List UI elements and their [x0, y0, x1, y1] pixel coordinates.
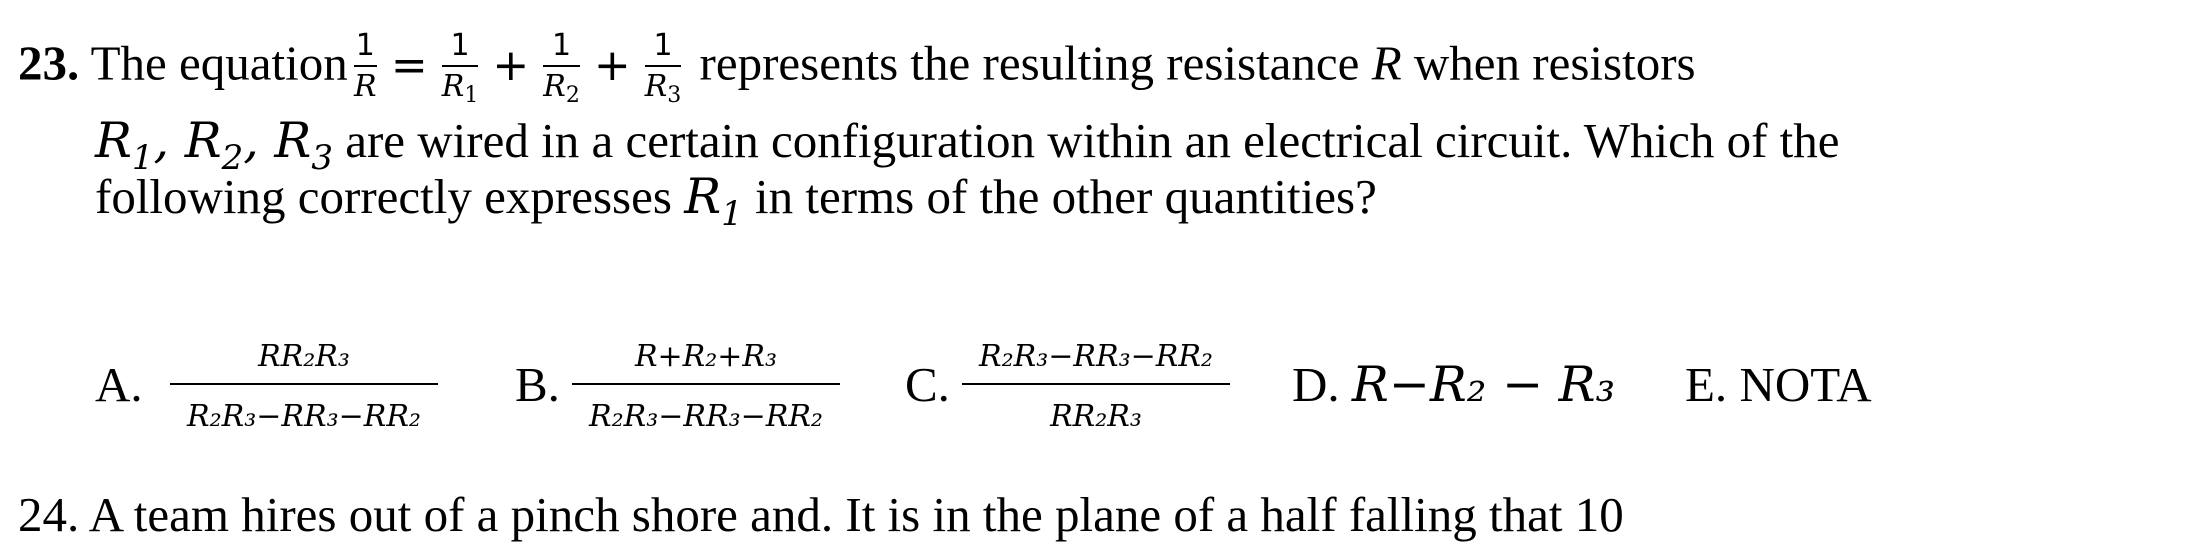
plus-sign: +	[492, 40, 530, 91]
choice-b-letter[interactable]: B.	[515, 357, 560, 412]
choice-e-text: NOTA	[1739, 357, 1872, 412]
fraction-bar	[962, 383, 1230, 385]
choice-d[interactable]	[1292, 356, 1616, 413]
choice-e-letter: E.	[1685, 357, 1728, 412]
choice-b-numerator: R+R₂+R₃	[634, 339, 778, 374]
question-text-intro: The equation	[90, 35, 348, 91]
resistor-list: $R_1$, $R_2$, $R_3$	[95, 112, 333, 178]
fraction-bar	[170, 383, 438, 385]
question-line-2	[95, 112, 1840, 178]
choice-a-denominator: R₂R₃−RR₃−RR₂	[187, 399, 421, 434]
choice-c-fraction[interactable]	[962, 338, 1230, 434]
fraction-bar	[572, 383, 840, 385]
choice-c-denominator: RR₂R₃	[1050, 399, 1142, 434]
question-line-1	[18, 28, 1696, 108]
question-text-following: following correctly expresses	[95, 169, 672, 224]
choice-a-numerator: RR₂R₃	[258, 339, 350, 374]
equation-term-1: $\frac{1}{R_1}$	[441, 28, 479, 108]
choice-a-letter[interactable]: A.	[95, 357, 143, 412]
plus-sign: +	[593, 40, 631, 91]
question-line-3	[95, 168, 1377, 234]
choice-b-denominator: R₂R₃−RR₃−RR₂	[589, 399, 823, 434]
equation-term-3: $\frac{1}{R_3}$	[644, 28, 682, 108]
variable-r: R	[1371, 35, 1402, 91]
variable-r1: $R_1$	[684, 168, 743, 234]
question-number: 23.	[18, 35, 80, 91]
equals-sign: =	[390, 40, 428, 91]
question-text-represents: represents the resulting resistance	[699, 35, 1360, 91]
question-text-wired: are wired in a certain configuration within an electrical circuit. Which of the	[345, 113, 1840, 168]
next-question-partial: 24. A team hires out of a pinch shore and. It is in the plane of a half falling that 10	[18, 487, 1624, 542]
choice-c-numerator: R₂R₃−RR₃−RR₂	[979, 339, 1213, 374]
question-text-when: when resistors	[1413, 35, 1696, 91]
choice-a-fraction[interactable]	[170, 338, 438, 434]
choice-b-fraction[interactable]	[572, 338, 840, 434]
choice-d-expression: R−R₂ − R₃	[1351, 356, 1616, 413]
equation-lhs-fraction: $\frac{1}{R}$	[354, 28, 377, 104]
choice-d-letter: D.	[1292, 357, 1340, 412]
equation-term-2: $\frac{1}{R_2}$	[543, 28, 580, 108]
question-text-terms: in terms of the other quantities?	[754, 169, 1377, 224]
choice-e[interactable]	[1685, 357, 1872, 412]
choice-c-letter[interactable]: C.	[905, 357, 950, 412]
